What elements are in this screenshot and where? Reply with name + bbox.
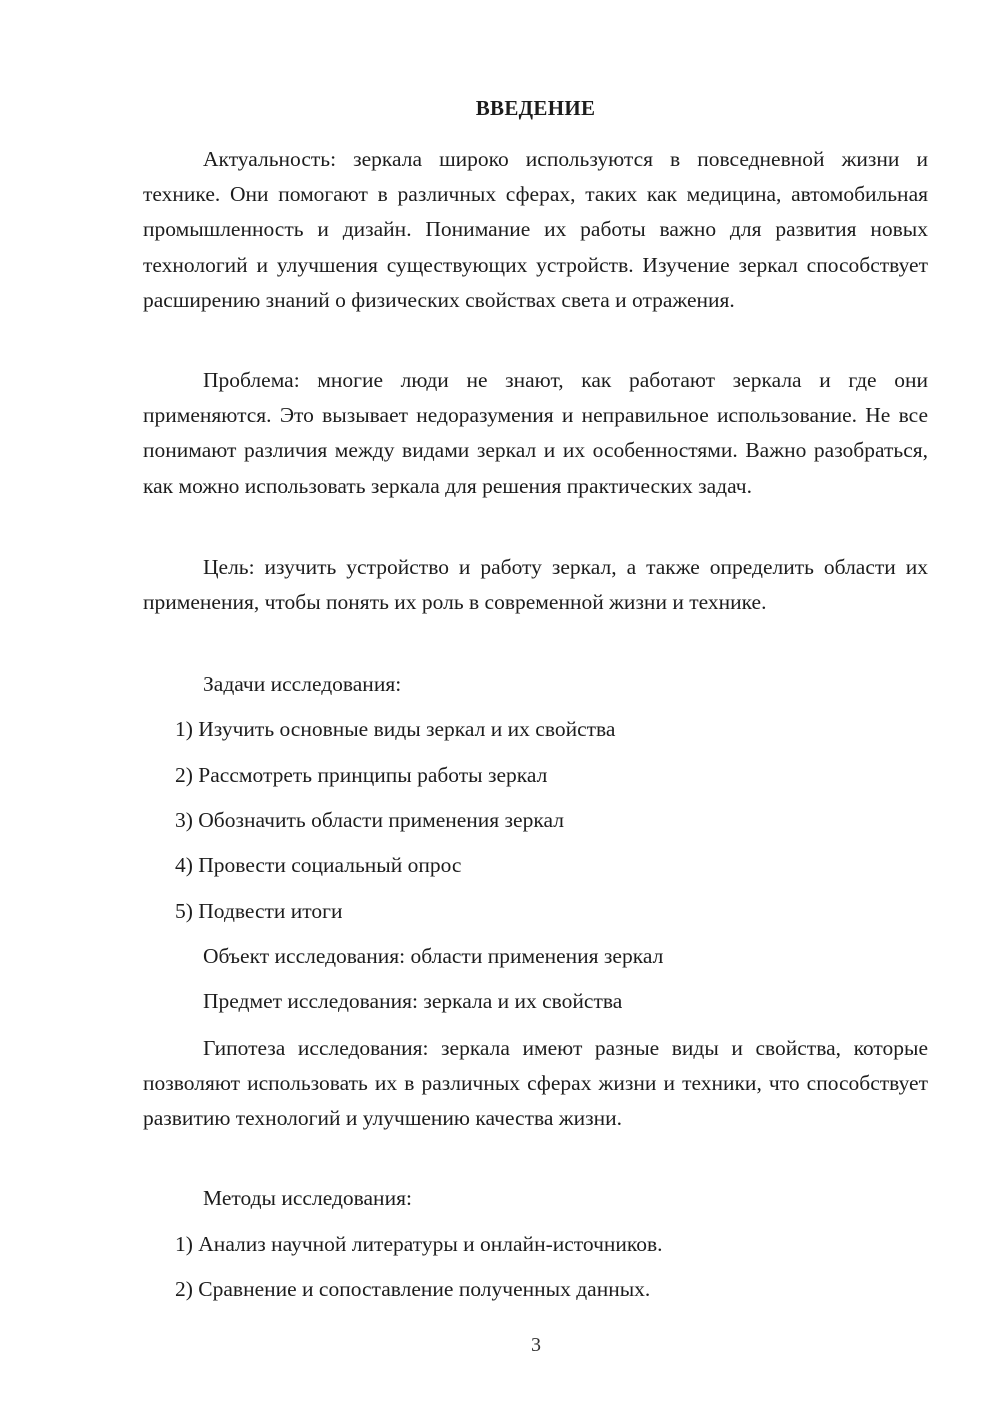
method-item-1: 1) Анализ научной литературы и онлайн-источников. [175, 1232, 663, 1256]
problem-paragraph: Проблема: многие люди не знают, как работают зеркала и где они применяются. Это вызывает недоразумения и неправильное использование. Не все понимают различия между видами зеркал и их особенностями. Важно разобраться, как можно использовать зеркала для решения практических задач. [143, 368, 928, 498]
goal-paragraph: Цель: изучить устройство и работу зеркал, а также определить области их применения, чтобы понять их роль в современной жизни и технике. [143, 555, 928, 615]
task-item-1: 1) Изучить основные виды зеркал и их свойства [175, 717, 616, 741]
tasks-heading: Задачи исследования: [203, 672, 402, 696]
page-number: 3 [531, 1334, 541, 1356]
task-item-3: 3) Обозначить области применения зеркал [175, 808, 564, 832]
hypothesis-paragraph: Гипотеза исследования: зеркала имеют разные виды и свойства, которые позволяют использовать их в различных сферах жизни и техники, что способствует развитию технологий и улучшению качества жизни. [143, 1036, 928, 1131]
methods-heading: Методы исследования: [203, 1186, 412, 1210]
task-item-5: 5) Подвести итоги [175, 899, 343, 923]
page-title: ВВЕДЕНИЕ [475, 96, 596, 120]
relevance-paragraph: Актуальность: зеркала широко используются в повседневной жизни и технике. Они помогают в различных сферах, таких как медицина, автомобильная промышленность и дизайн. Понимание их работы важно для развития новых технологий и улучшения существующих устройств. Изучение зеркал способствует расширению знаний о физических свойствах света и отражения. [143, 147, 928, 312]
research-object: Объект исследования: области применения зеркал [203, 944, 664, 968]
research-subject: Предмет исследования: зеркала и их свойства [203, 989, 623, 1013]
task-item-4: 4) Провести социальный опрос [175, 853, 462, 877]
task-item-2: 2) Рассмотреть принципы работы зеркал [175, 763, 548, 787]
method-item-2: 2) Сравнение и сопоставление полученных данных. [175, 1277, 651, 1301]
